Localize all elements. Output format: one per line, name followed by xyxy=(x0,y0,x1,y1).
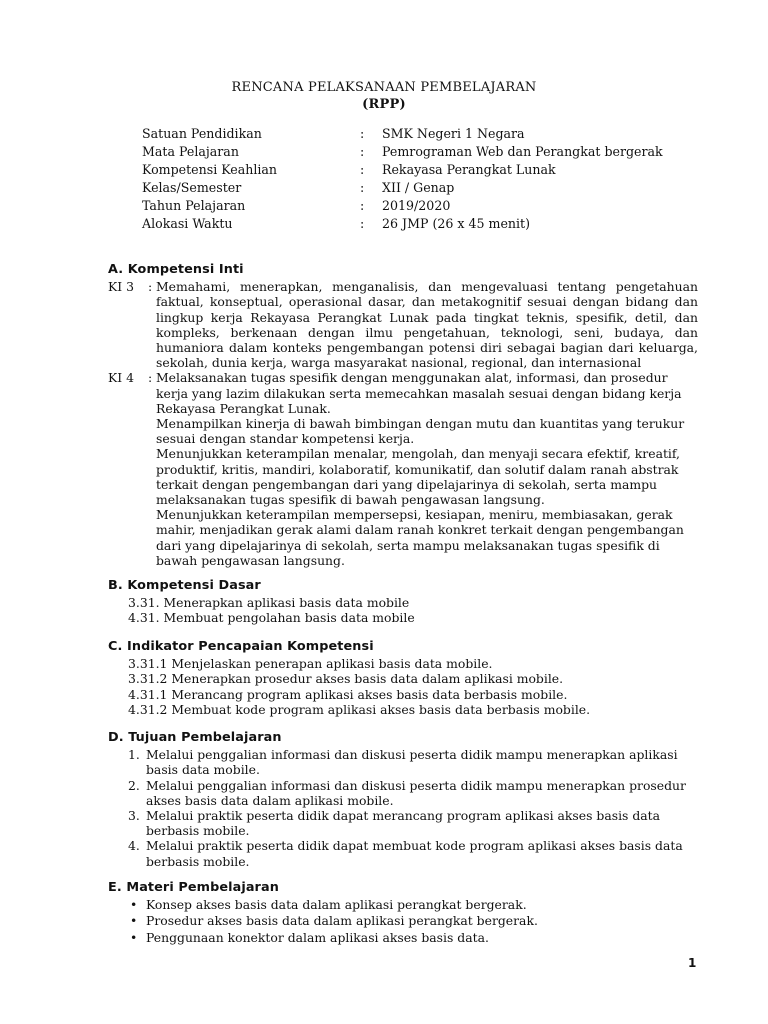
section-heading: C. Indikator Pencapaian Kompetensi xyxy=(108,639,374,654)
ki3-block xyxy=(108,279,698,370)
list-text: Melalui penggalian informasi dan diskusi peserta didik mampu menerapkan prosedur akses basis data dalam aplikasi mobile. xyxy=(146,777,686,808)
section-heading: B. Kompetensi Dasar xyxy=(108,578,261,593)
list-number: 2. xyxy=(128,777,140,793)
ki3-text: Memahami, menerapkan, menganalisis, dan mengevaluasi tentang pengetahuan faktual, konseptual, operasional dasar, dan metakognitif sesuai dengan bidang dan lingkup kerja Rekayasa Perangkat Lunak pada tingkat teknis, spesifik, detil, dan kompleks, berkenaan dengan ilmu pengetahuan, teknologi, seni, budaya, dan humaniora dalam konteks pengembangan potensi diri sebagai bagian dari keluarga, sekolah, dunia kerja, warga masyarakat nasional, regional, dan internasional xyxy=(156,279,698,371)
list-item xyxy=(128,838,698,868)
list-text: Melalui praktik peserta didik dapat merancang program aplikasi akses basis data berbasis mobile. xyxy=(146,808,661,839)
indicator-list xyxy=(108,656,698,717)
identity-colon: : xyxy=(360,126,365,141)
list-item: 4.31.2 Membuat kode program aplikasi akses basis data berbasis mobile. xyxy=(128,701,591,717)
list-item xyxy=(130,913,698,928)
identity-label: Kelas/Semester xyxy=(142,180,242,195)
list-item xyxy=(128,808,698,838)
identity-colon: : xyxy=(360,216,365,231)
ki-colon: : xyxy=(148,370,153,386)
ki4-text xyxy=(156,370,698,568)
identity-value: Rekayasa Perangkat Lunak xyxy=(382,162,556,177)
objective-list xyxy=(108,747,698,869)
identity-value: 2019/2020 xyxy=(382,198,451,213)
identity-value: XII / Genap xyxy=(382,180,455,195)
list-item: 4.31.1 Merancang program aplikasi akses basis data berbasis mobile. xyxy=(128,686,568,702)
section-heading: A. Kompetensi Inti xyxy=(108,262,244,277)
bullet-icon: • xyxy=(130,929,138,945)
identity-label: Kompetensi Keahlian xyxy=(142,162,278,177)
identity-label: Alokasi Waktu xyxy=(142,216,233,231)
section-heading: D. Tujuan Pembelajaran xyxy=(108,730,282,745)
bullet-icon: • xyxy=(130,913,138,929)
ki4-block xyxy=(108,370,698,568)
list-item: 3.31.1 Menjelaskan penerapan aplikasi basis data mobile. xyxy=(128,656,493,672)
section-kompetensi-dasar xyxy=(108,578,698,626)
list-item xyxy=(130,897,698,912)
list-item xyxy=(128,747,698,777)
section-materi xyxy=(108,880,698,946)
list-number: 3. xyxy=(128,808,140,824)
list-text: Melalui praktik peserta didik dapat membuat kode program aplikasi akses basis data berbasis mobile. xyxy=(146,838,683,869)
list-item: 3.31.2 Menerapkan prosedur akses basis data dalam aplikasi mobile. xyxy=(128,671,564,687)
identity-colon: : xyxy=(360,144,365,159)
page-number: 1 xyxy=(688,956,697,970)
identity-label: Satuan Pendidikan xyxy=(142,126,262,141)
identity-value: 26 JMP (26 x 45 menit) xyxy=(382,216,531,231)
list-text: Konsep akses basis data dalam aplikasi perangkat bergerak. xyxy=(146,897,527,913)
identity-colon: : xyxy=(360,198,365,213)
list-item xyxy=(128,778,698,808)
kd-list xyxy=(108,595,698,625)
ki4-paragraph: Menunjukkan keterampilan menalar, mengolah, dan menyaji secara efektif, kreatif, produktif, kritis, mandiri, kolaboratif, komunikatif, dan solutif dalam ranah abstrak terkait dengan pengembangan dari yang dipelajarinya di sekolah, serta mampu melaksanakan tugas spesifik di bawah pengawasan langsung. xyxy=(156,446,680,508)
identity-colon: : xyxy=(360,180,365,195)
materi-list xyxy=(108,897,698,945)
list-number: 4. xyxy=(128,838,140,854)
bullet-icon: • xyxy=(130,897,138,913)
document-title: RENCANA PELAKSANAAN PEMBELAJARAN xyxy=(231,80,537,95)
identity-label: Tahun Pelajaran xyxy=(142,198,246,213)
ki3-label: KI 3 xyxy=(108,279,134,295)
list-number: 1. xyxy=(128,747,140,763)
document-subtitle: (RPP) xyxy=(362,97,406,112)
list-text: Penggunaan konektor dalam aplikasi akses basis data. xyxy=(146,929,489,945)
section-kompetensi-inti xyxy=(108,262,698,568)
list-item: 4.31. Membuat pengolahan basis data mobile xyxy=(128,610,415,626)
list-text: Melalui penggalian informasi dan diskusi peserta didik mampu menerapkan aplikasi basis data mobile. xyxy=(146,747,678,778)
list-text: Prosedur akses basis data dalam aplikasi perangkat bergerak. xyxy=(146,913,538,929)
identity-colon: : xyxy=(360,162,365,177)
section-indikator xyxy=(108,639,698,717)
ki4-label: KI 4 xyxy=(108,370,134,386)
section-tujuan xyxy=(108,730,698,869)
ki4-paragraph: Melaksanakan tugas spesifik dengan menggunakan alat, informasi, dan prosedur kerja yang lazim dilakukan serta memecahkan masalah sesuai dengan bidang kerja Rekayasa Perangkat Lunak. xyxy=(156,370,682,416)
section-heading: E. Materi Pembelajaran xyxy=(108,880,279,895)
list-item xyxy=(130,930,698,945)
ki4-paragraph: Menampilkan kinerja di bawah bimbingan dengan mutu dan kuantitas yang terukur sesuai dengan standar kompetensi kerja. xyxy=(156,416,685,447)
identity-value: SMK Negeri 1 Negara xyxy=(382,126,525,141)
ki4-paragraph: Menunjukkan keterampilan mempersepsi, kesiapan, meniru, membiasakan, gerak mahir, menjadikan gerak alami dalam ranah konkret terkait dengan pengembangan dari yang dipelajarinya di sekolah, serta mampu melaksanakan tugas spesifik di bawah pengawasan langsung. xyxy=(156,507,684,568)
ki-colon: : xyxy=(148,279,153,295)
identity-label: Mata Pelajaran xyxy=(142,144,239,159)
list-item: 3.31. Menerapkan aplikasi basis data mobile xyxy=(128,595,410,611)
identity-value: Pemrograman Web dan Perangkat bergerak xyxy=(382,144,663,159)
